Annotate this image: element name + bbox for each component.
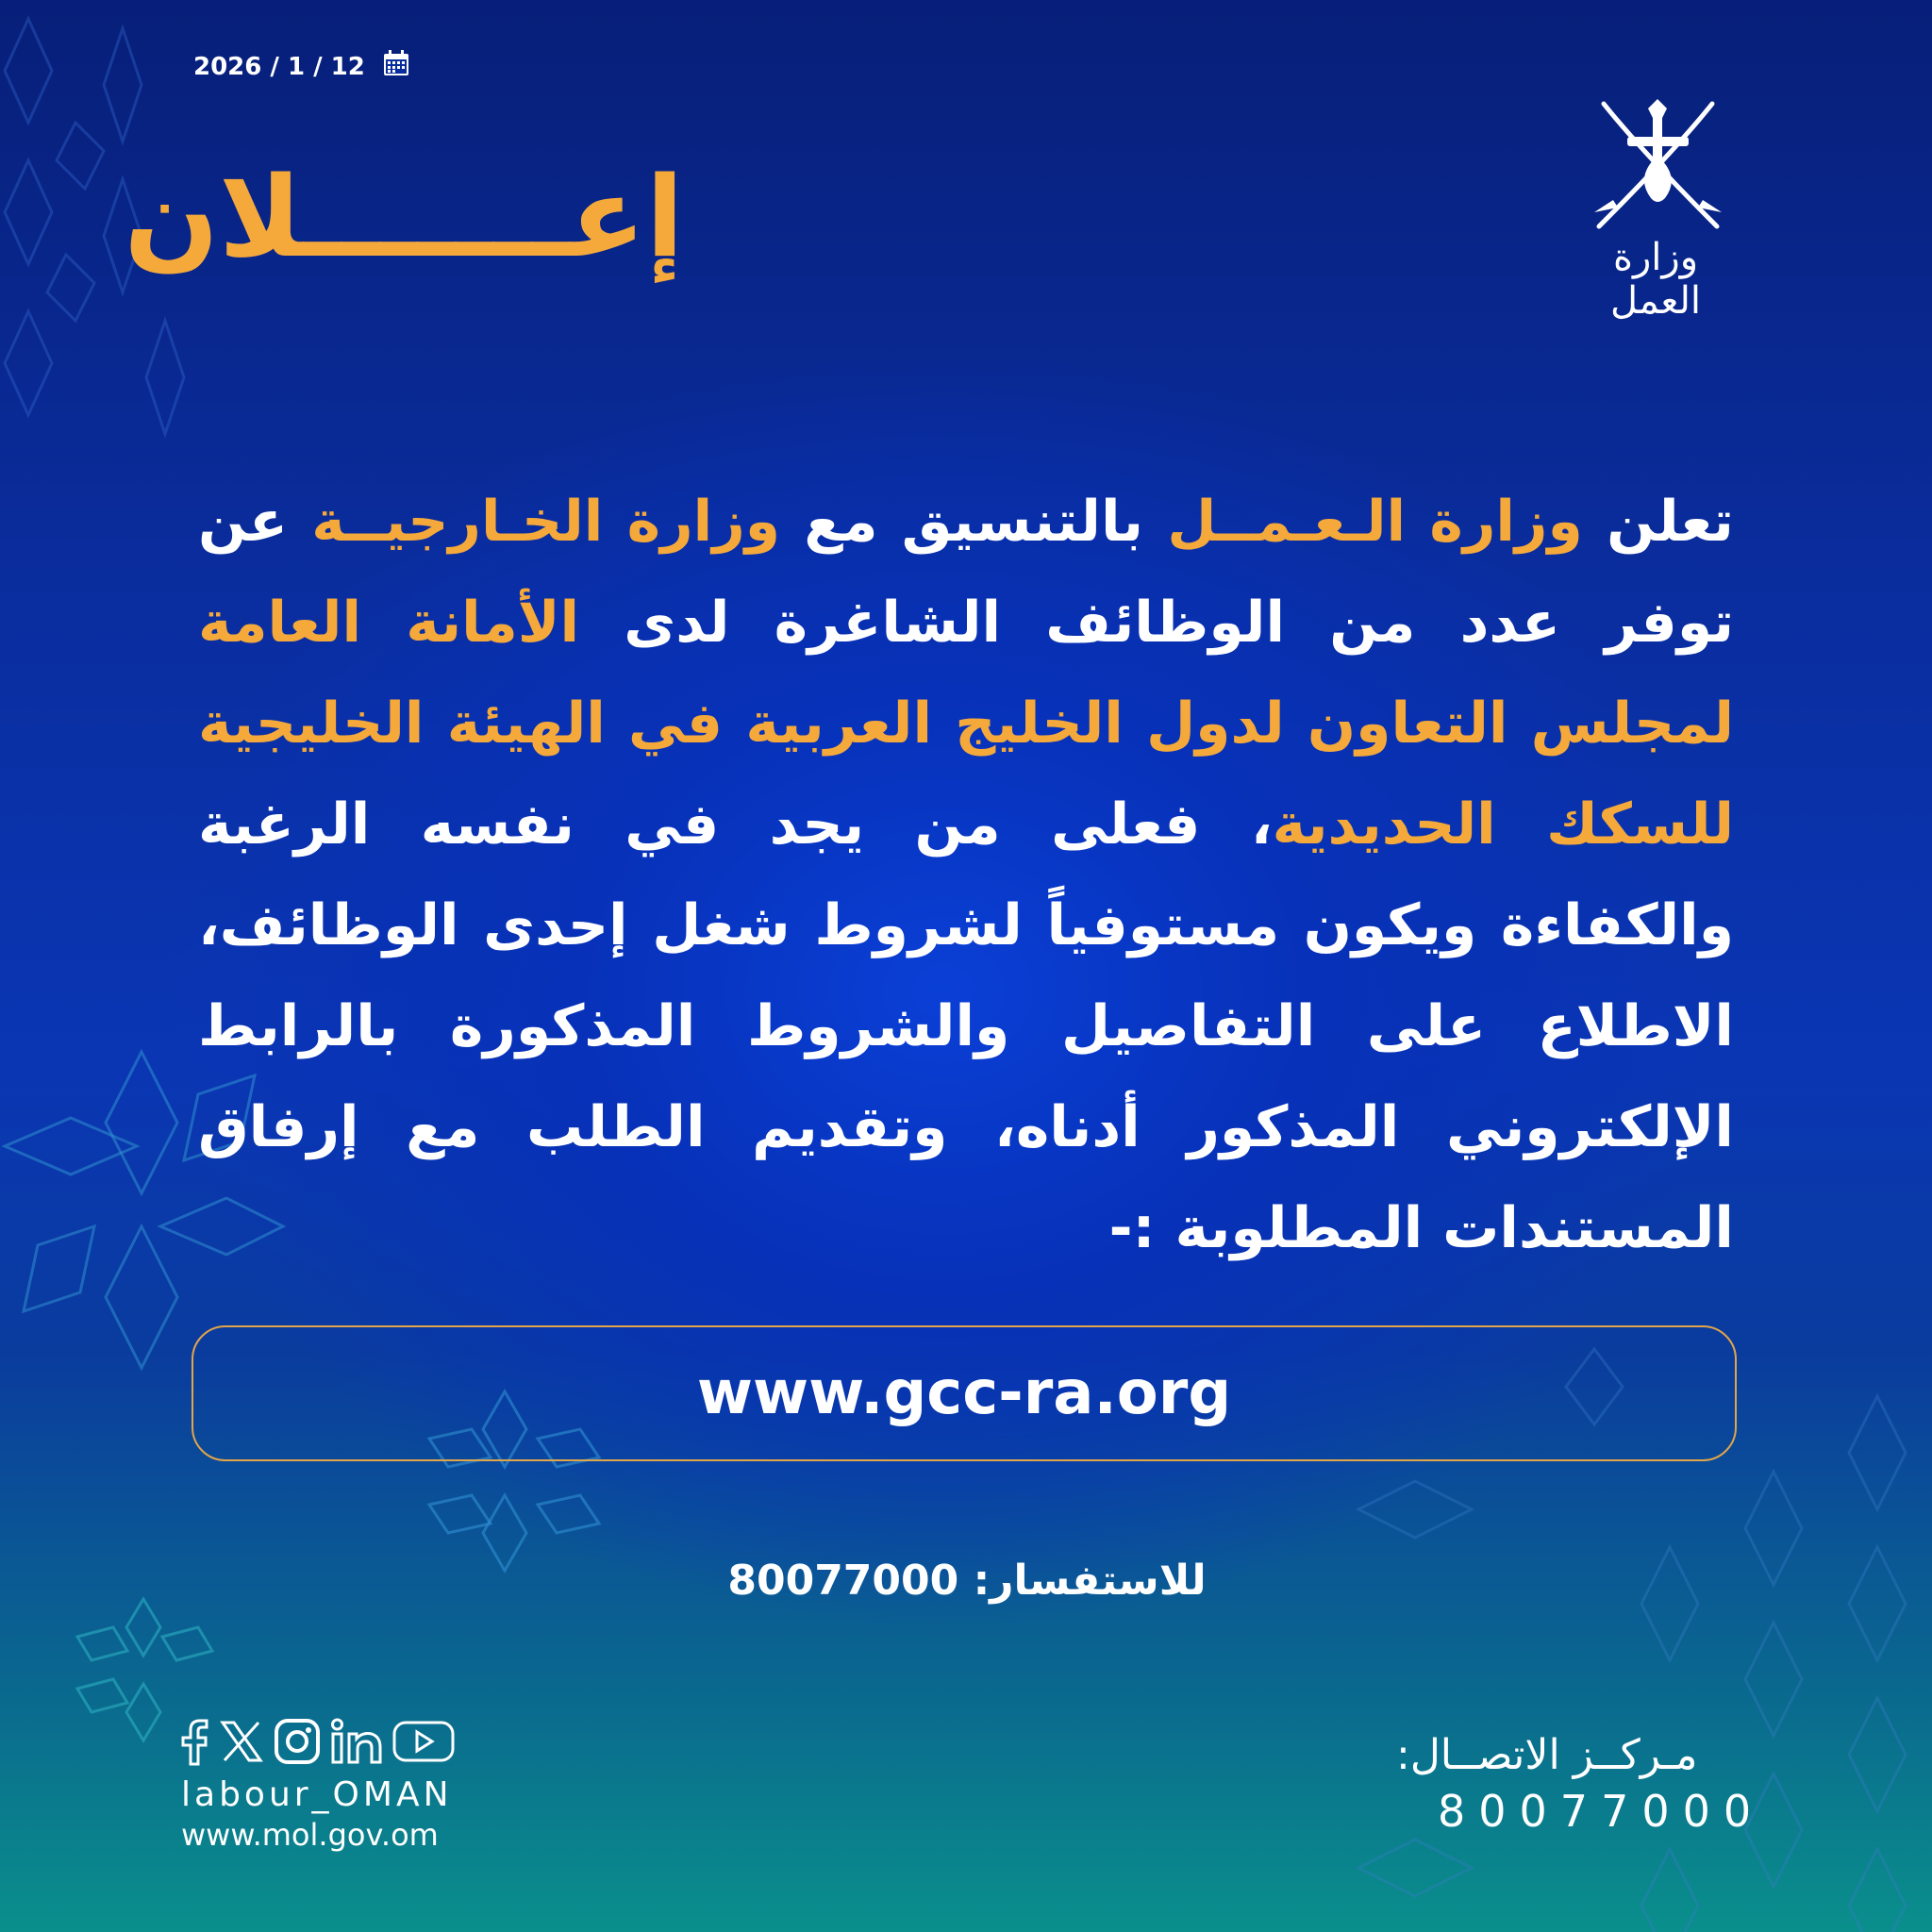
social-icons [179, 1715, 457, 1772]
calendar-icon [382, 49, 410, 84]
facebook-icon[interactable] [179, 1715, 211, 1772]
body-segment-4: وزارة الخـارجيــة [311, 489, 781, 555]
body-segment-2: وزارة الـعـمــل [1167, 489, 1583, 555]
linkedin-icon[interactable] [328, 1715, 385, 1772]
url-box[interactable] [192, 1325, 1737, 1461]
body-segment-5: عن توفر عدد من الوظائف الشاغرة لدى [198, 489, 1734, 656]
contact-center-number: 80077000 [1438, 1786, 1765, 1837]
ministry-logo-text: وزارة العمل [1609, 236, 1701, 323]
website-link[interactable]: www.mol.gov.om [181, 1817, 439, 1853]
body-segment-1: تعلن [1582, 489, 1734, 555]
x-icon[interactable] [217, 1715, 266, 1772]
date-row [193, 49, 410, 84]
url-link[interactable]: www.gcc-ra.org [696, 1358, 1232, 1428]
page-title: إعـــــــلان [124, 152, 684, 282]
announcement-body [198, 472, 1734, 1279]
youtube-icon[interactable] [391, 1715, 457, 1772]
body-segment-3: بالتنسيق مع [780, 489, 1168, 555]
announcement-date: 2026 / 1 / 12 [193, 52, 365, 81]
contact-center-label: مـركــز الاتصــال: [1396, 1731, 1698, 1779]
body-segment-6: الأمانة العامة لمجلس التعاون لدول الخليج العربية في الهيئة الخليجية للسكك الحديدية [198, 590, 1734, 858]
inquiry-line: للاستفسار: 80077000 [727, 1557, 1207, 1605]
social-handle[interactable]: labour_OMAN [181, 1775, 453, 1814]
body-segment-7: ، فعلى من يجد في نفسه الرغبة والكفاءة ويكون مستوفياً لشروط شغل إحدى الوظائف، الاطلاع على التفاصيل والشروط المذكورة بالرابط الإلكتروني المذكور أدناه، وتقديم الطلب مع إرفاق المستندات المطلوبة :- [198, 791, 1734, 1261]
instagram-icon[interactable] [272, 1715, 323, 1772]
